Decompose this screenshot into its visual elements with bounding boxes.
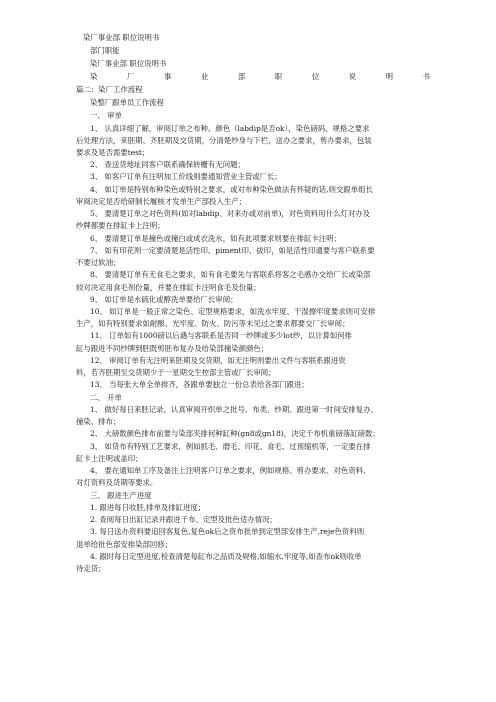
text-line: 3. 每日送办资料要追回客复色,复色ok后之资布批单到定型部安排生产,reje色资料则 bbox=[90, 527, 365, 536]
text-line: 1、 做好每日来胚记录，认真审阅开织单之批号、布类、纱期、跟进第一时间安排复办、 bbox=[90, 405, 378, 414]
text-line: 13、 当每张大单全单排齐，各跟单要独立一份总表给各部门跟进； bbox=[90, 380, 309, 389]
text-line: 要求及是否需要test； bbox=[76, 148, 150, 157]
spread-char: 厂 bbox=[126, 72, 135, 81]
spread-char: 部 bbox=[237, 72, 246, 81]
text-line: 9、 如订单是水硫化或醇洗单要给厂长审阅； bbox=[90, 295, 238, 304]
text-line: 11、 订单如有1000磅以后遇与客联系是否同一纱牌或多少lot纱，以计算如何排 bbox=[90, 331, 353, 340]
text-line: 6、 要清楚订单是撞色或撞白或成衣洗水，如有此项要求则要在排缸卡注明； bbox=[90, 234, 341, 243]
text-line: 3、 如货布有特别工艺要求，例如抓毛、磨毛、印花、食毛、过预缩机等，一定要在排 bbox=[90, 442, 371, 451]
text-line: 不要过软油； bbox=[76, 258, 121, 267]
text-line: 2、 查送货地址同客户联系确保转栅有无问题； bbox=[90, 160, 245, 169]
text-line: 缸与跟进不同纱牌到胚既剪胚布复办及给染部撞染颜颜色； bbox=[76, 344, 269, 353]
text-line: 1. 跟进每日收胚,排单及排缸进度； bbox=[90, 503, 206, 512]
spread-char: 事 bbox=[163, 72, 172, 81]
text-line: 料，若齐胚期至交货期少于一星期交生控部主管或厂长审阅； bbox=[76, 368, 276, 377]
spread-char: 说 bbox=[348, 72, 357, 81]
text-line: 染厂事业部 职位说明书 bbox=[90, 59, 167, 68]
text-line: 染厂事业部 职位说明书 bbox=[83, 33, 160, 42]
text-line: 撞染、排布； bbox=[76, 417, 121, 426]
spread-char: 书 bbox=[422, 72, 430, 81]
spread-char: 位 bbox=[311, 72, 320, 81]
text-line: 4、 要在通知单工序及备注上注明客户订单之要求，例如规格、剪办要求、对色资料、 bbox=[90, 466, 371, 475]
text-line: 4. 跟时每日定型进度,检查清楚每缸布之品质及规格,如缩水,牢度等,如查布ok则收单 bbox=[90, 552, 362, 561]
text-line: 7、 如有印花则一定要清楚是活性印、piment印、拔印，如是活性印通要与客户联系要 bbox=[90, 246, 375, 255]
spread-char: 染 bbox=[90, 72, 98, 81]
text-line bbox=[90, 72, 430, 82]
text-line: 生产，如有特别要求如耐酸、光牢度、防火、防污等未见过之要求都要交厂长审阅； bbox=[76, 319, 350, 328]
text-line: 8、 要清楚订单有无食毛之要求，如有食毛要先与客联系将客之毛感办交给厂长或染部 bbox=[90, 270, 371, 279]
spread-char: 明 bbox=[385, 72, 394, 81]
text-line: 审阅决定是否给研制长履核才发单生产部投入生产； bbox=[76, 197, 246, 206]
text-line: 缸卡上注明或盖印； bbox=[76, 454, 143, 463]
text-line: 3、 如客户订单有注明加工价线则要通知营业主管或厂长； bbox=[90, 172, 282, 181]
text-line: 2、 大磅数颜色排布前要与染部夹排何种缸种(gn8或gn18)，决定干布机重磅落缸磅数； bbox=[90, 429, 380, 438]
text-line: 1、 认真详细了解，审阅订单之布种、颜色（labdip是否ok），染色磅码、规格之要求 bbox=[90, 124, 370, 133]
text-line: 退单给批色部安排染部回修； bbox=[76, 540, 173, 549]
text-line: 待走货； bbox=[76, 564, 106, 573]
text-line: 4、 如订单是特别布种染色或特别之要求，或对布种染色做法有怀疑的话,则交跟单组长 bbox=[90, 185, 373, 194]
text-line: 较对决定用食毛剂份量，并要在排缸卡注明食毛及份量； bbox=[76, 283, 261, 292]
text-line: 部门职能 bbox=[90, 46, 120, 55]
text-line: 5、 要清楚订单之对色资料(如对labdip、对来办或对前单)，对色资料用什么灯对办及 bbox=[90, 209, 371, 218]
text-line: 2. 查阅每日出缸记录并跟进干布、定型及批色适办情况； bbox=[90, 515, 277, 524]
text-line: 三、 跟进生产进度 bbox=[90, 491, 152, 500]
text-line: 篇二：染厂工作流程 bbox=[76, 85, 143, 94]
text-line: 二、 开单 bbox=[90, 393, 122, 402]
text-line: 12、 审阅订单有无注明来胚期及交货期，如无注明则要出文件与客联系跟进资 bbox=[90, 356, 346, 365]
spread-char: 业 bbox=[200, 72, 209, 81]
spread-char: 职 bbox=[274, 72, 283, 81]
text-line: 对灯资料及货期等要求。 bbox=[76, 478, 158, 487]
text-line: 一、 审单 bbox=[90, 111, 122, 120]
text-line: 染整厂跟单员工作流程 bbox=[90, 98, 164, 107]
text-line: 后处理方法，来胚期、齐胚期及交货期，分清楚纱身与下栏，送办之要求，剪办要求，包装 bbox=[76, 136, 372, 145]
text-line: 10、 如订单是一般正常之染色、定型规格要求，如洗水牢度、干湿擦牢度要求则可安排 bbox=[90, 307, 376, 316]
text-line: 纱牌都要在排缸卡上注明； bbox=[76, 221, 165, 230]
